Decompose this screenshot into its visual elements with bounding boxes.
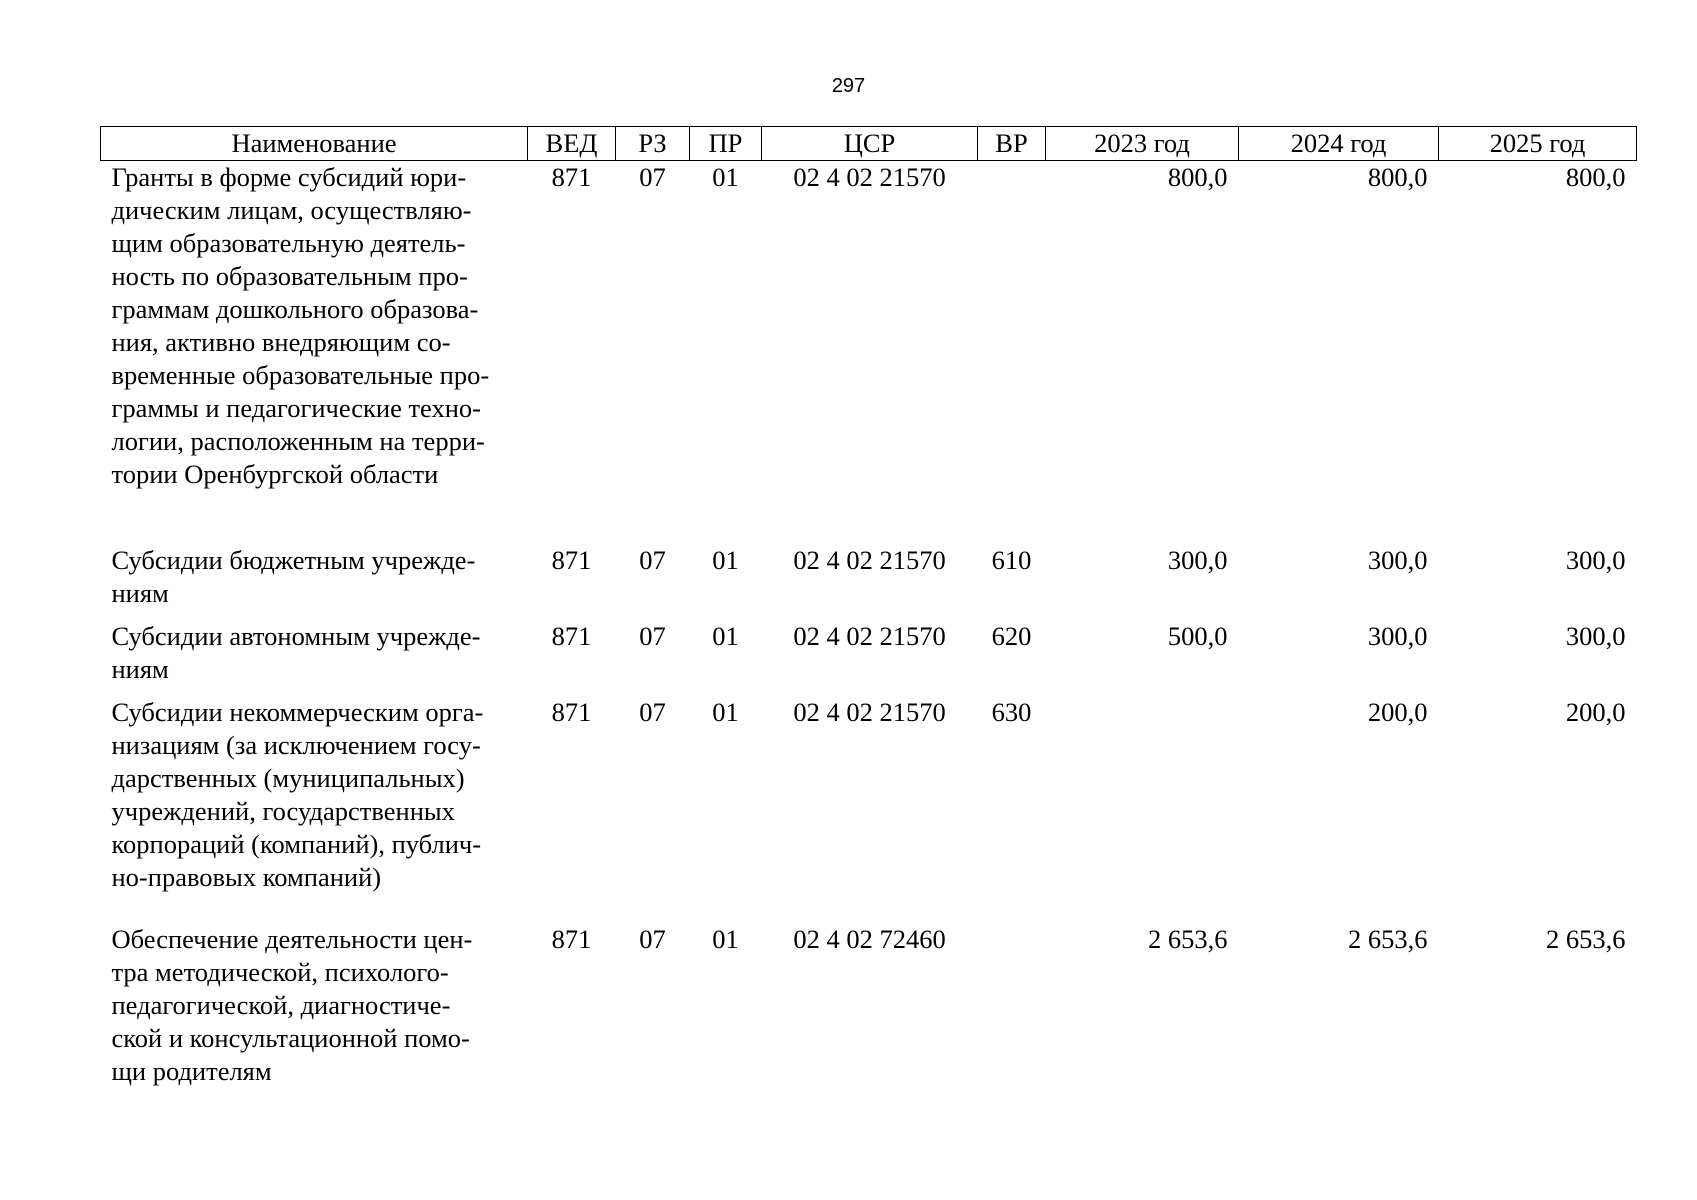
table-row <box>101 544 1637 620</box>
row-2025: 2 653,6 <box>1546 923 1626 954</box>
row-csr: 02 4 02 21570 <box>793 696 946 727</box>
header-2023: 2023 год <box>1046 127 1239 161</box>
header-vr: ВР <box>978 127 1046 161</box>
row-pr: 01 <box>712 162 739 192</box>
table-row <box>101 923 1637 1091</box>
row-2025: 300,0 <box>1565 544 1626 575</box>
row-name: Субсидии бюджетным учрежде- ниям <box>111 544 476 608</box>
row-2025: 300,0 <box>1565 620 1626 651</box>
row-name: Субсидии некоммерческим орга- низациям (за исключением госу- дарственных (муниципальных) учреждений, государственных корпораций (компаний), публич- но-правовых компаний) <box>111 696 484 892</box>
row-ved: 871 <box>551 544 592 575</box>
header-ved: ВЕД <box>528 127 616 161</box>
row-csr: 02 4 02 72460 <box>793 923 946 954</box>
row-2024: 800,0 <box>1367 162 1428 192</box>
row-2023: 500,0 <box>1167 620 1228 651</box>
row-vr <box>978 923 1046 1091</box>
header-rz: РЗ <box>616 127 690 161</box>
budget-table <box>100 126 1637 1091</box>
header-2025: 2025 год <box>1439 127 1637 161</box>
row-csr: 02 4 02 21570 <box>793 544 946 575</box>
row-pr: 01 <box>712 696 739 727</box>
row-ved: 871 <box>551 162 592 192</box>
row-vr <box>978 161 1046 544</box>
row-name: Гранты в форме субсидий юри- дическим лицам, осуществляю- щим образовательную деятель- ность по образовательным про- граммам дошкольного образова- ния, активно внедряющим со- временные образовательные про- граммы и педагогические техно- логии, расположенным на терри- тории Оренбургской области <box>111 162 490 489</box>
row-name: Субсидии автономным учрежде- ниям <box>111 620 481 684</box>
row-vr: 630 <box>991 696 1032 727</box>
row-csr: 02 4 02 21570 <box>793 162 946 192</box>
row-name: Обеспечение деятельности цен- тра методической, психолого- педагогической, диагностиче- ской и консультационной помо- щи родителям <box>111 923 473 1086</box>
header-2024: 2024 год <box>1239 127 1439 161</box>
row-2024: 200,0 <box>1367 696 1428 727</box>
row-2024: 300,0 <box>1367 620 1428 651</box>
row-2024: 300,0 <box>1367 544 1428 575</box>
row-ved: 871 <box>551 923 592 954</box>
table-row <box>101 161 1637 544</box>
table-header-row <box>101 127 1637 161</box>
row-vr: 620 <box>991 620 1032 651</box>
row-rz: 07 <box>639 923 666 954</box>
page-number: 297 <box>831 75 866 97</box>
header-pr: ПР <box>690 127 762 161</box>
row-2023 <box>1046 696 1239 923</box>
row-rz: 07 <box>639 544 666 575</box>
table-row <box>101 696 1637 923</box>
row-vr: 610 <box>991 544 1032 575</box>
row-2025: 800,0 <box>1565 162 1626 192</box>
row-rz: 07 <box>639 162 666 192</box>
row-2023: 2 653,6 <box>1148 923 1228 954</box>
row-pr: 01 <box>712 923 739 954</box>
row-rz: 07 <box>639 620 666 651</box>
row-pr: 01 <box>712 620 739 651</box>
row-2024: 2 653,6 <box>1348 923 1428 954</box>
row-2023: 800,0 <box>1167 162 1228 192</box>
row-pr: 01 <box>712 544 739 575</box>
row-2025: 200,0 <box>1565 696 1626 727</box>
header-csr: ЦСР <box>762 127 978 161</box>
row-ved: 871 <box>551 620 592 651</box>
row-csr: 02 4 02 21570 <box>793 620 946 651</box>
table-row <box>101 620 1637 696</box>
row-rz: 07 <box>639 696 666 727</box>
row-2023: 300,0 <box>1167 544 1228 575</box>
row-ved: 871 <box>551 696 592 727</box>
header-name: Наименование <box>101 127 528 161</box>
